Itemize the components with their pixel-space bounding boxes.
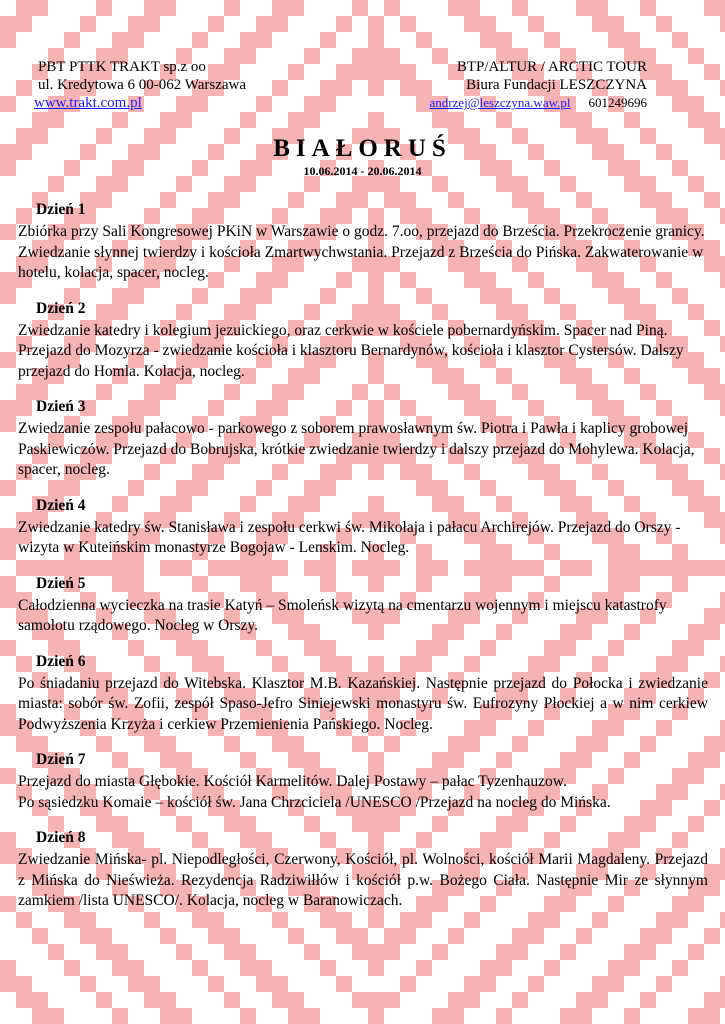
day-description: Całodzienna wycieczka na trasie Katyń – Smoleńsk wizytą na cmentarzu wojennym i miejscu katastrofy samolotu rządowego. Nocleg w Orszy. [18, 596, 667, 634]
partner-agencies: BTP/ALTUR / ARCTIC TOUR [456, 59, 647, 75]
sender-company: PBT PTTK TRAKT sp.z oo [38, 59, 206, 75]
day-1 [18, 200, 708, 284]
day-7 [18, 750, 708, 813]
day-description: Zwiedzanie katedry św. Stanisława i zespołu cerkwi św. Mikołaja i pałacu Archirejów. Przejazd do Orszy - wizyta w Kuteińskim monastyrze Bogojaw - Lenskim. Nocleg. [18, 518, 681, 556]
day-title: Dzień 4 [36, 496, 86, 514]
email-link[interactable]: andrzej@leszczyna.waw.pl [429, 95, 571, 110]
phone-number: 601249696 [588, 95, 647, 110]
document-title: BIAŁORUŚ [273, 135, 452, 162]
day-3 [18, 397, 708, 481]
day-2 [18, 299, 708, 383]
sender-address [34, 58, 247, 112]
partner-address [429, 58, 647, 112]
day-description: Zwiedzanie Mińska- pl. Niepodległości, Czerwony, Kościół, pl. Wolności, kościół Marii Magdaleny. Przejazd z Mińska do Nieświeża. Rezydencja Radziwiłłów i kościół p.w. Bożego Ciała. Następnie Mir ze słynnym zamkiem /lista UNESCO/. Kolacja, nocleg w Baranowiczach. [18, 851, 708, 909]
day-5 [18, 574, 708, 637]
partner-foundation: Biura Fundacji LESZCZYNA [466, 77, 647, 93]
day-title: Dzień 8 [36, 829, 86, 846]
trip-dates: 10.06.2014 - 20.06.2014 [303, 164, 422, 178]
sender-street: ul. Kredytowa 6 00-062 Warszawa [38, 77, 247, 93]
day-title: Dzień 5 [36, 574, 86, 592]
day-description-line: Po sąsiedzku Komaie – kościół św. Jana Chrzciciela /UNESCO /Przejazd na nocleg do Mińska. [18, 793, 611, 811]
day-4 [18, 496, 708, 559]
day-8 [18, 828, 708, 912]
day-title: Dzień 7 [36, 751, 86, 768]
day-description: Zwiedzanie katedry i kolegium jezuickiego, oraz cerkwie w kościele pobernardyńskim. Spacer nad Piną. Przejazd do Mozyrza - zwiedzanie kościoła i klasztoru Bernardynów, kościoła i klasztor Cystersów. Dalszy przejazd do Homla. Kolacja, nocleg. [18, 321, 684, 380]
website-link[interactable]: www.trakt.com.pl [34, 95, 142, 111]
day-title: Dzień 2 [36, 299, 86, 317]
day-description: Zwiedzanie zespołu pałacowo - parkowego z soborem prawosławnym św. Piotra i Pawła i kaplicy grobowej Paskiewiczów. Przejazd do Bobrujska, krótkie zwiedzanie twierdzy i dalszy przejazd do Mohylewa. Kolacja, spacer, nocleg. [18, 420, 695, 478]
day-title: Dzień 1 [36, 201, 86, 218]
day-6 [18, 652, 708, 736]
day-description: Zbiórka przy Sali Kongresowej PKiN w Warszawie o godz. 7.oo, przejazd do Brześcia. Przekroczenie granicy. Zwiedzanie słynnej twierdzy i kościoła Zmartwychwstania. Przejazd z Brześcia do Pińska. Zakwaterowanie w hotelu, kolacja, spacer, nocleg. [18, 223, 705, 281]
day-title: Dzień 3 [36, 398, 86, 415]
itinerary [18, 200, 708, 927]
day-description: Po śniadaniu przejazd do Witebska. Klasztor M.B. Kazańskiej. Następnie przejazd do Połocka i zwiedzanie miasta: sobór św. Zofii, zespół Spaso-Jefro Siniejewski monastyru św. Eufrozyny Płockiej a w nim cerkiew Podwyższenia Krzyża i cerkiew Przemienienia Pańskiego. Nocleg. [18, 674, 708, 733]
day-title: Dzień 6 [36, 652, 86, 670]
day-description-line: Przejazd do miasta Głębokie. Kościół Karmelitów. Dalej Postawy – pałac Tyzenhauzow. [18, 773, 567, 790]
